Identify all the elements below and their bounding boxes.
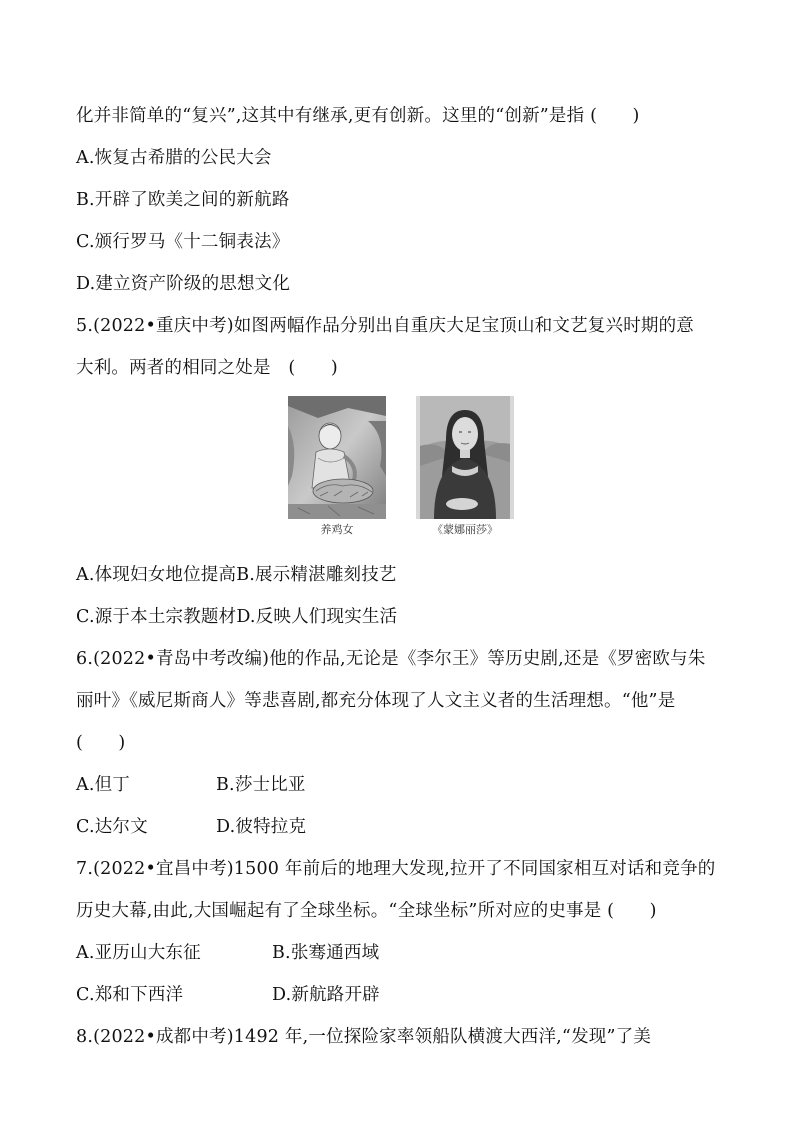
q4-option-c: C.颁行罗马《十二铜表法》	[76, 232, 290, 252]
q5-options-ab: A.体现妇女地位提高B.展示精湛雕刻技艺	[76, 565, 397, 585]
q5-options-cd: C.源于本土宗教题材D.反映人们现实生活	[76, 607, 398, 627]
q4-option-a: A.恢复古希腊的公民大会	[76, 148, 272, 168]
q6-option-b: B.莎士比亚	[216, 775, 306, 795]
q7-option-a: A.亚历山大东征	[76, 943, 201, 963]
q6-stem-line2: 丽叶》《威尼斯商人》等悲喜剧,都充分体现了人文主义者的生活理想。“他”是	[76, 691, 676, 711]
q7-stem-line2: 历史大幕,由此,大国崛起有了全球坐标。“全球坐标”所对应的史事是 ( )	[76, 901, 657, 921]
figure-carving	[288, 396, 386, 537]
q7-option-c: C.郑和下西洋	[76, 985, 184, 1005]
q6-option-a: A.但丁	[76, 775, 131, 795]
q7-stem-line1: 7.(2022•宜昌中考)1500 年前后的地理大发现,拉开了不同国家相互对话和竞争的	[76, 859, 716, 879]
caption-carving: 养鸡女	[320, 523, 354, 536]
q6-option-d: D.彼特拉克	[216, 817, 307, 837]
carving-photo-icon	[288, 396, 386, 519]
q7-option-b: B.张骞通西域	[272, 943, 380, 963]
q7-option-d: D.新航路开辟	[272, 985, 380, 1005]
q6-stem-line1: 6.(2022•青岛中考改编)他的作品,无论是《李尔王》等历史剧,还是《罗密欧与朱	[76, 649, 706, 669]
q4-continuation: 化并非简单的“复兴”,这其中有继承,更有创新。这里的“创新”是指 ( )	[76, 106, 640, 126]
q5-figures	[288, 396, 508, 546]
q7-options-row1	[76, 941, 380, 965]
q5-stem-line2: 大利。两者的相同之处是 ( )	[76, 358, 338, 378]
q7-options-row2	[76, 983, 380, 1007]
q4-option-b: B.开辟了欧美之间的新航路	[76, 190, 290, 210]
q5-stem-line1: 5.(2022•重庆中考)如图两幅作品分别出自重庆大足宝顶山和文艺复兴时期的意	[76, 316, 695, 336]
q6-options-row1	[76, 773, 306, 797]
caption-portrait: 《蒙娜丽莎》	[432, 523, 498, 536]
q4-option-d: D.建立资产阶级的思想文化	[76, 274, 291, 294]
q6-options-row2	[76, 815, 307, 839]
portrait-painting-icon	[416, 396, 514, 519]
q6-option-c: C.达尔文	[76, 817, 148, 837]
q6-stem-line3: ( )	[76, 733, 126, 753]
q8-stem-line1: 8.(2022•成都中考)1492 年,一位探险家率领船队横渡大西洋,“发现”了美	[76, 1027, 652, 1047]
figure-portrait	[416, 396, 514, 537]
